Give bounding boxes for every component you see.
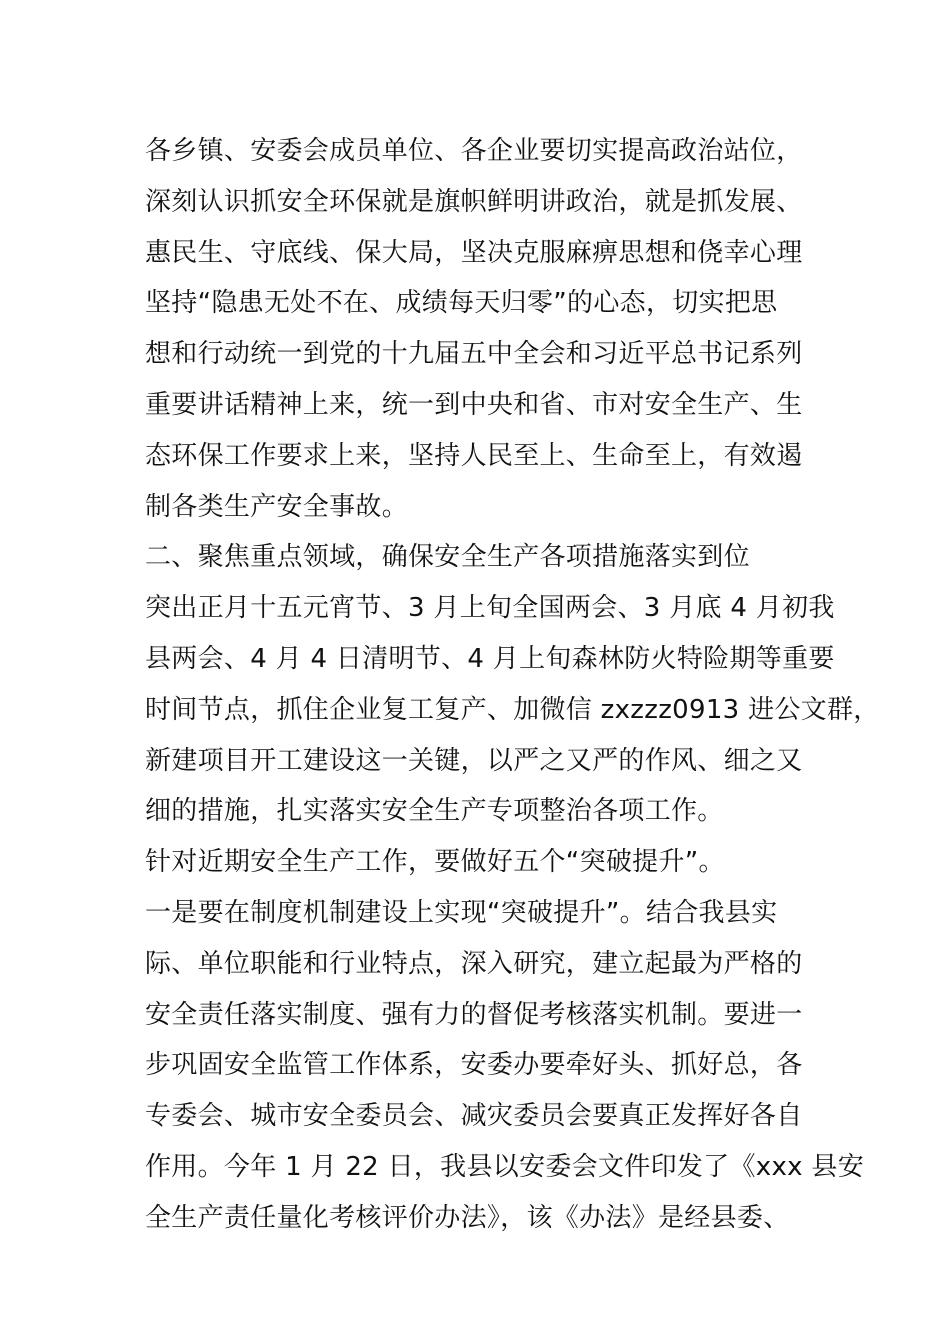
text-line: 细的措施，扎实落实安全生产专项整治各项工作。 — [145, 796, 724, 827]
text-line: 惠民生、守底线、保大局，坚决克服麻痹思想和侥幸心理 — [145, 237, 803, 268]
text-line: 一是要在制度机制建设上实现“突破提升”。结合我县实 — [145, 897, 778, 928]
text-line: 制各类生产安全事故。 — [145, 491, 409, 522]
section-heading: 二、聚焦重点领域，确保安全生产各项措施落实到位 — [145, 542, 750, 573]
text-line: 坚持“隐患无处不在、成绩每天归零”的心态，切实把思 — [145, 288, 778, 319]
document-body — [145, 126, 880, 1244]
text-line: 全生产责任量化考核评价办法》，该《办法》是经县委、 — [145, 1202, 790, 1233]
text-line: 新建项目开工建设这一关键，以严之又严的作风、细之又 — [145, 745, 803, 776]
text-line: 态环保工作要求上来，坚持人民至上、生命至上，有效遏 — [145, 440, 803, 471]
text-line: 作用。今年 1 月 22 日，我县以安委会文件印发了《xxx 县安 — [145, 1151, 865, 1182]
text-line: 各乡镇、安委会成员单位、各企业要切实提高政治站位， — [145, 136, 803, 166]
text-line: 深刻认识抓安全环保就是旗帜鲜明讲政治，就是抓发展、 — [145, 186, 803, 217]
text-line: 县两会、4 月 4 日清明节、4 月上旬森林防火特险期等重要 — [145, 643, 835, 674]
text-line: 步巩固安全监管工作体系，安委办要牵好头、抓好总，各 — [145, 1050, 803, 1081]
text-line: 突出正月十五元宵节、3 月上旬全国两会、3 月底 4 月初我 — [145, 593, 835, 624]
text-line: 时间节点，抓住企业复工复产、加微信 zxzzz0913 进公文群， — [145, 694, 880, 725]
text-line: 际、单位职能和行业特点，深入研究，建立起最为严格的 — [145, 948, 803, 979]
text-line: 针对近期安全生产工作，要做好五个“突破提升”。 — [145, 847, 725, 878]
text-line: 重要讲话精神上来，统一到中央和省、市对安全生产、生 — [145, 389, 803, 420]
text-line: 专委会、城市安全委员会、减灾委员会要真正发挥好各自 — [145, 1101, 803, 1132]
text-line: 安全责任落实制度、强有力的督促考核落实机制。要进一 — [145, 999, 803, 1030]
text-line: 想和行动统一到党的十九届五中全会和习近平总书记系列 — [145, 339, 803, 370]
